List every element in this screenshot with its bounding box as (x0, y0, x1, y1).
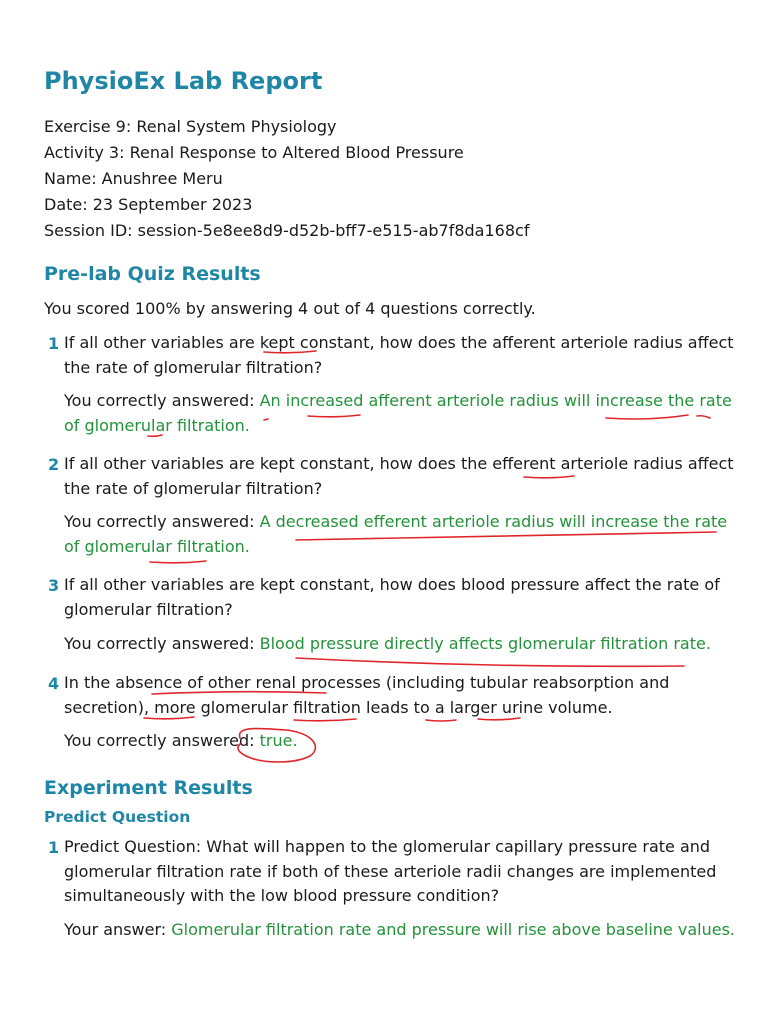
question-text: If all other variables are kept constant, how does the afferent arteriole radius affect the rate of glomerular filtration? (64, 333, 734, 377)
annotation-underline (150, 561, 206, 563)
question-number: 3 (48, 576, 60, 595)
quiz-score: You scored 100% by answering 4 out of 4 questions correctly. (44, 299, 536, 318)
annotation-underline (296, 658, 684, 666)
name-line: Name: Anushree Meru (44, 169, 223, 188)
question-text: If all other variables are kept constant, how does the efferent arteriole radius affect the rate of glomerular filtration? (64, 454, 734, 498)
answer-prefix: Your answer: (64, 920, 172, 939)
exercise-line: Exercise 9: Renal System Physiology (44, 117, 337, 136)
answer-prefix: You correctly answered: (64, 731, 260, 750)
answer-text: Blood pressure directly affects glomerular filtration rate. (259, 634, 711, 653)
answer-prefix: You correctly answered: (64, 512, 260, 531)
report-title: PhysioEx Lab Report (44, 67, 323, 95)
answer-block (64, 632, 744, 657)
question-text: If all other variables are kept constant, how does blood pressure affect the rate of glomerular filtration? (64, 575, 720, 619)
answer-text: Glomerular filtration rate and pressure will rise above baseline values. (171, 920, 735, 939)
activity-line: Activity 3: Renal Response to Altered Blood Pressure (44, 143, 464, 162)
answer-prefix: You correctly answered: (64, 391, 260, 410)
annotation-underline (426, 720, 456, 721)
predict-question-text: Predict Question: What will happen to the glomerular capillary pressure rate and glomerular filtration rate if both of these arteriole radii changes are implemented simultaneously with the low blood pressure condition? (64, 837, 717, 905)
answer-block (64, 729, 744, 754)
answer-prefix: You correctly answered: (64, 634, 260, 653)
answer-text: true. (259, 731, 298, 750)
question-number: 4 (48, 674, 60, 693)
question-number: 1 (48, 334, 60, 353)
answer-block (64, 918, 744, 943)
answer-block (64, 510, 744, 559)
question-text: In the absence of other renal processes (including tubular reabsorption and secretion), more glomerular filtration leads to a larger urine volume. (64, 673, 670, 717)
session-id-line: Session ID: session-5e8ee8d9-d52b-bff7-e515-ab7f8da168cf (44, 221, 530, 240)
question-number: 1 (48, 838, 60, 857)
predict-subheading: Predict Question (44, 808, 191, 826)
prelab-heading: Pre-lab Quiz Results (44, 263, 261, 285)
answer-text: A decreased efferent arteriole radius will increase the rate of glomerular filtration. (64, 512, 728, 556)
answer-text: An increased afferent arteriole radius will increase the rate of glomerular filtration. (64, 391, 732, 435)
experiment-heading: Experiment Results (44, 777, 253, 799)
question-number: 2 (48, 455, 60, 474)
answer-block (64, 389, 744, 438)
date-line: Date: 23 September 2023 (44, 195, 253, 214)
